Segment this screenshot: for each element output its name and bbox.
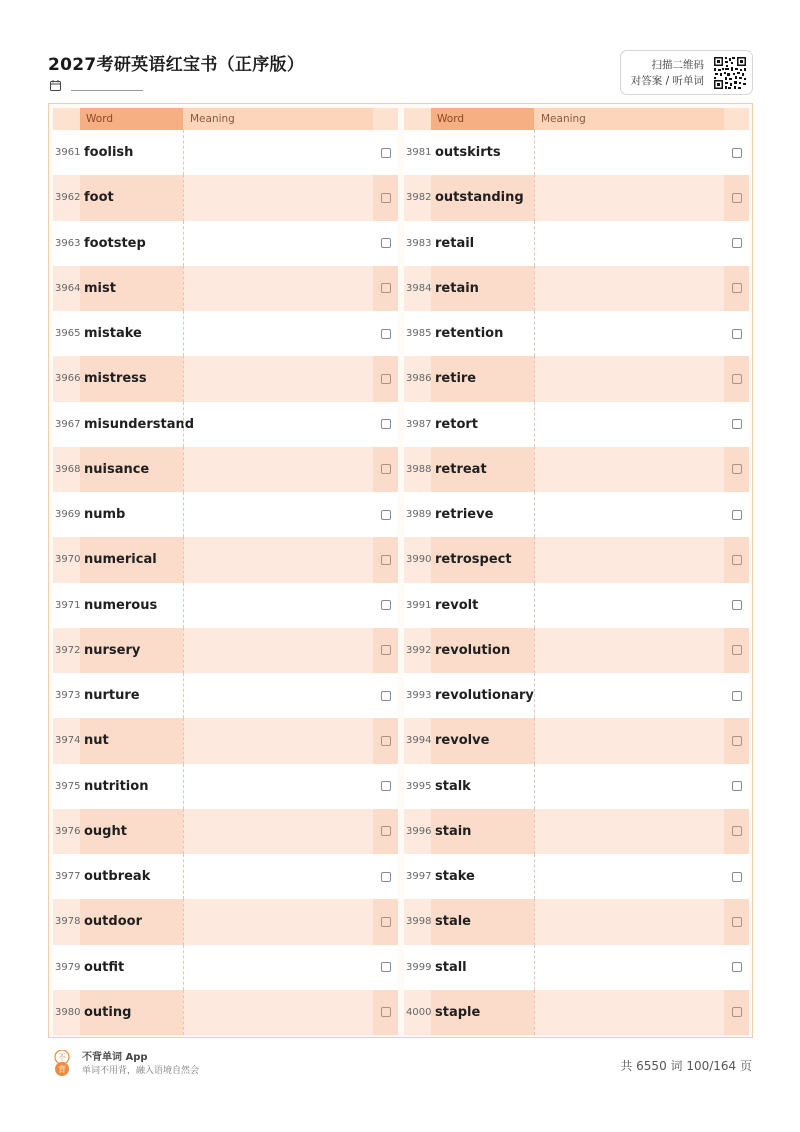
vocab-column-left [53,108,398,1034]
word-text: footstep [84,235,146,251]
table-row [53,221,398,266]
meaning-field[interactable] [534,311,724,356]
checkbox-icon[interactable] [381,283,391,293]
meaning-field[interactable] [183,673,373,718]
word-number: 3990 [406,554,432,566]
word-text: mist [80,266,183,311]
meaning-field[interactable] [534,175,724,220]
table-row [53,673,398,718]
checkbox-icon[interactable] [732,691,742,701]
check-cell [724,537,749,582]
checkbox-icon[interactable] [381,645,391,655]
word-number: 3975 [55,780,81,792]
word-number: 3974 [55,735,81,747]
table-row [404,356,749,401]
checkbox-icon[interactable] [732,148,742,158]
meaning-field[interactable] [183,583,373,628]
check-cell [724,990,749,1035]
check-cell [373,402,398,447]
table-row [404,854,749,899]
meaning-field[interactable] [183,221,373,266]
page-indicator: 共 6550 词 100/164 页 [620,1059,752,1073]
meaning-field[interactable] [534,899,724,944]
word-number: 3992 [406,644,432,656]
table-header [404,108,749,130]
meaning-field[interactable] [534,221,724,266]
word-number: 3976 [55,825,81,837]
table-row [53,537,398,582]
word-number: 3967 [55,418,81,430]
word-number: 3973 [55,690,81,702]
checkbox-icon[interactable] [732,419,742,429]
word-text: nursery [80,628,183,673]
word-number: 3983 [406,237,432,249]
table-row [404,221,749,266]
word-text: revolutionary [435,688,534,704]
page-title: 2027考研英语红宝书（正序版） [48,55,305,75]
meaning-field[interactable] [534,402,724,447]
word-text: numb [84,507,126,523]
word-number: 3970 [55,554,81,566]
meaning-field[interactable] [534,945,724,990]
check-cell [373,628,398,673]
checkbox-icon[interactable] [381,555,391,565]
word-number: 3961 [55,147,81,159]
word-text: numerous [84,597,158,613]
checkbox-icon[interactable] [732,872,742,882]
checkbox-icon[interactable] [381,600,391,610]
word-text: retention [435,326,504,342]
word-number: 3962 [55,192,81,204]
word-text: stale [431,899,534,944]
rows-right [404,130,749,1035]
word-number: 3991 [406,599,432,611]
word-number: 3985 [406,328,432,340]
meaning-field[interactable] [534,583,724,628]
meaning-field[interactable] [534,447,724,492]
meaning-field[interactable] [534,130,724,175]
word-text: stalk [435,778,471,794]
table-row [53,175,398,220]
word-number: 3994 [406,735,432,747]
word-text: outskirts [435,145,501,161]
meaning-field[interactable] [534,764,724,809]
word-number: 4000 [406,1006,432,1018]
checkbox-icon[interactable] [381,238,391,248]
meaning-field[interactable] [183,764,373,809]
word-number: 3987 [406,418,432,430]
word-text: mistake [84,326,142,342]
calendar-icon [50,80,61,91]
word-text: nut [80,718,183,763]
checkbox-icon[interactable] [732,917,742,927]
word-number: 3979 [55,961,81,973]
table-row [53,447,398,492]
word-text: retail [435,235,475,251]
vocab-column-right [404,108,749,1034]
table-row [53,899,398,944]
header-num-cell [404,108,431,130]
table-row [53,854,398,899]
word-text: revolution [431,628,534,673]
word-number: 3964 [55,282,81,294]
word-text: nutrition [84,778,149,794]
meaning-field[interactable] [183,266,373,311]
checkbox-icon[interactable] [381,193,391,203]
word-text: nurture [84,688,140,704]
word-text: stall [435,959,467,975]
header-word: Word [80,108,183,130]
word-text: retrieve [435,507,494,523]
checkbox-icon[interactable] [381,736,391,746]
check-cell [724,492,749,537]
table-row [404,764,749,809]
meaning-field[interactable] [183,809,373,854]
word-text: misunderstand [84,416,195,432]
checkbox-icon[interactable] [381,781,391,791]
word-text: revolt [435,597,479,613]
checkbox-icon[interactable] [732,1007,742,1017]
meaning-field[interactable] [534,266,724,311]
check-cell [724,583,749,628]
word-text: staple [431,990,534,1035]
check-cell [724,447,749,492]
word-text: ought [80,809,183,854]
check-cell [724,809,749,854]
word-number: 3969 [55,509,81,521]
table-row [53,990,398,1035]
logo-char-bottom: 背 [58,1065,66,1074]
check-cell [724,130,749,175]
meaning-field[interactable] [534,990,724,1035]
checkbox-icon[interactable] [732,283,742,293]
checkbox-icon[interactable] [381,872,391,882]
word-number: 3996 [406,825,432,837]
check-cell [373,356,398,401]
meaning-field[interactable] [183,175,373,220]
word-text: revolve [431,718,534,763]
qr-caption [631,58,704,89]
checkbox-icon[interactable] [732,555,742,565]
header-check-cell [373,108,398,130]
check-cell [373,718,398,763]
table-header [53,108,398,130]
checkbox-icon[interactable] [381,917,391,927]
table-row [404,266,749,311]
check-cell [724,945,749,990]
table-row [53,266,398,311]
word-number: 3978 [55,916,81,928]
check-cell [373,175,398,220]
check-cell [373,130,398,175]
check-cell [373,809,398,854]
check-cell [724,175,749,220]
meaning-field[interactable] [183,130,373,175]
checkbox-icon[interactable] [381,374,391,384]
word-text: numerical [80,537,183,582]
meaning-field[interactable] [534,809,724,854]
word-number: 3999 [406,961,432,973]
qr-panel[interactable] [620,50,753,95]
checkbox-icon[interactable] [732,329,742,339]
table-row [404,447,749,492]
meaning-field[interactable] [183,899,373,944]
rows-left [53,130,398,1035]
meaning-field[interactable] [183,447,373,492]
table-row [404,990,749,1035]
checkbox-icon[interactable] [732,600,742,610]
check-cell [724,266,749,311]
table-row [53,492,398,537]
meaning-field[interactable] [183,718,373,763]
table-row [404,718,749,763]
checkbox-icon[interactable] [732,238,742,248]
meaning-field[interactable] [534,537,724,582]
check-cell [724,311,749,356]
checkbox-icon[interactable] [732,962,742,972]
meaning-field[interactable] [534,628,724,673]
check-cell [373,990,398,1035]
check-cell [373,537,398,582]
checkbox-icon[interactable] [381,419,391,429]
table-row [53,402,398,447]
table-row [53,311,398,356]
meaning-field[interactable] [183,402,373,447]
word-number: 3997 [406,871,432,883]
check-cell [724,718,749,763]
check-cell [724,402,749,447]
check-cell [724,628,749,673]
check-cell [373,945,398,990]
word-number: 3966 [55,373,81,385]
table-row [53,809,398,854]
checkbox-icon[interactable] [381,510,391,520]
check-cell [373,221,398,266]
checkbox-icon[interactable] [381,464,391,474]
word-number: 3988 [406,463,432,475]
table-row [53,628,398,673]
check-cell [373,854,398,899]
vocab-table [48,103,753,1038]
check-cell [724,854,749,899]
table-row [53,583,398,628]
word-number: 3989 [406,509,432,521]
checkbox-icon[interactable] [732,826,742,836]
word-text: outstanding [431,175,534,220]
header-word: Word [431,108,534,130]
word-number: 3963 [55,237,81,249]
check-cell [724,899,749,944]
word-text: stain [431,809,534,854]
meaning-field[interactable] [534,492,724,537]
table-row [404,899,749,944]
table-row [404,673,749,718]
table-row [404,583,749,628]
word-text: outbreak [84,869,151,885]
checkbox-icon[interactable] [381,826,391,836]
meaning-field[interactable] [534,673,724,718]
word-number: 3972 [55,644,81,656]
meaning-field[interactable] [534,718,724,763]
checkbox-icon[interactable] [381,1007,391,1017]
table-row [53,764,398,809]
checkbox-icon[interactable] [732,645,742,655]
word-number: 3998 [406,916,432,928]
qr-caption-line2: 对答案 / 听单词 [630,74,704,87]
word-text: retrospect [431,537,534,582]
table-row [404,175,749,220]
table-row [53,718,398,763]
qr-caption-line1: 扫描二维码 [651,59,704,71]
meaning-field[interactable] [183,945,373,990]
table-row [404,628,749,673]
word-text: stake [435,869,475,885]
app-name: 不背单词 App [82,1052,148,1063]
checkbox-icon[interactable] [381,691,391,701]
word-number: 3965 [55,328,81,340]
check-cell [373,764,398,809]
date-underline [71,81,143,91]
header-check-cell [724,108,749,130]
word-text: retire [431,356,534,401]
table-row [404,492,749,537]
check-cell [373,899,398,944]
header-meaning: Meaning [534,108,724,130]
word-number: 3993 [406,690,432,702]
table-row [53,356,398,401]
page-footer [52,1048,752,1080]
checkbox-icon[interactable] [732,193,742,203]
word-text: foolish [84,145,134,161]
check-cell [373,583,398,628]
word-text: retort [435,416,478,432]
check-cell [724,764,749,809]
word-number: 3995 [406,780,432,792]
word-text: mistress [80,356,183,401]
word-text: retain [431,266,534,311]
logo-char-top: 不 [58,1053,66,1062]
word-text: nuisance [80,447,183,492]
table-row [404,537,749,582]
table-row [404,130,749,175]
word-number: 3980 [55,1006,81,1018]
check-cell [724,673,749,718]
header-meaning: Meaning [183,108,373,130]
word-number: 3977 [55,871,81,883]
checkbox-icon[interactable] [381,148,391,158]
date-field[interactable] [50,80,143,91]
word-text: outdoor [80,899,183,944]
table-row [404,402,749,447]
header-num-cell [53,108,80,130]
word-text: outfit [84,959,125,975]
meaning-field[interactable] [534,854,724,899]
check-cell [373,266,398,311]
table-row [404,809,749,854]
check-cell [724,221,749,266]
table-row [53,130,398,175]
meaning-field[interactable] [183,311,373,356]
checkbox-icon[interactable] [732,781,742,791]
word-text: retreat [431,447,534,492]
table-row [404,311,749,356]
qr-code-icon[interactable] [713,56,747,90]
word-number: 3986 [406,373,432,385]
word-text: outing [80,990,183,1035]
word-number: 3984 [406,282,432,294]
word-text: foot [80,175,183,220]
word-number: 3968 [55,463,81,475]
meaning-field[interactable] [183,628,373,673]
meaning-field[interactable] [183,537,373,582]
checkbox-icon[interactable] [732,464,742,474]
meaning-field[interactable] [183,990,373,1035]
table-row [404,945,749,990]
check-cell [373,492,398,537]
check-cell [373,447,398,492]
check-cell [724,356,749,401]
checkbox-icon[interactable] [381,329,391,339]
word-number: 3982 [406,192,432,204]
meaning-field[interactable] [183,854,373,899]
table-row [53,945,398,990]
word-number: 3971 [55,599,81,611]
page-header [48,50,753,100]
word-number: 3981 [406,147,432,159]
meaning-field[interactable] [183,492,373,537]
meaning-field[interactable] [183,356,373,401]
checkbox-icon[interactable] [732,374,742,384]
check-cell [373,311,398,356]
checkbox-icon[interactable] [732,736,742,746]
app-tagline: 单词不用背，融入语境自然会 [82,1066,200,1076]
checkbox-icon[interactable] [381,962,391,972]
app-logo-icon [52,1050,72,1076]
checkbox-icon[interactable] [732,510,742,520]
check-cell [373,673,398,718]
meaning-field[interactable] [534,356,724,401]
